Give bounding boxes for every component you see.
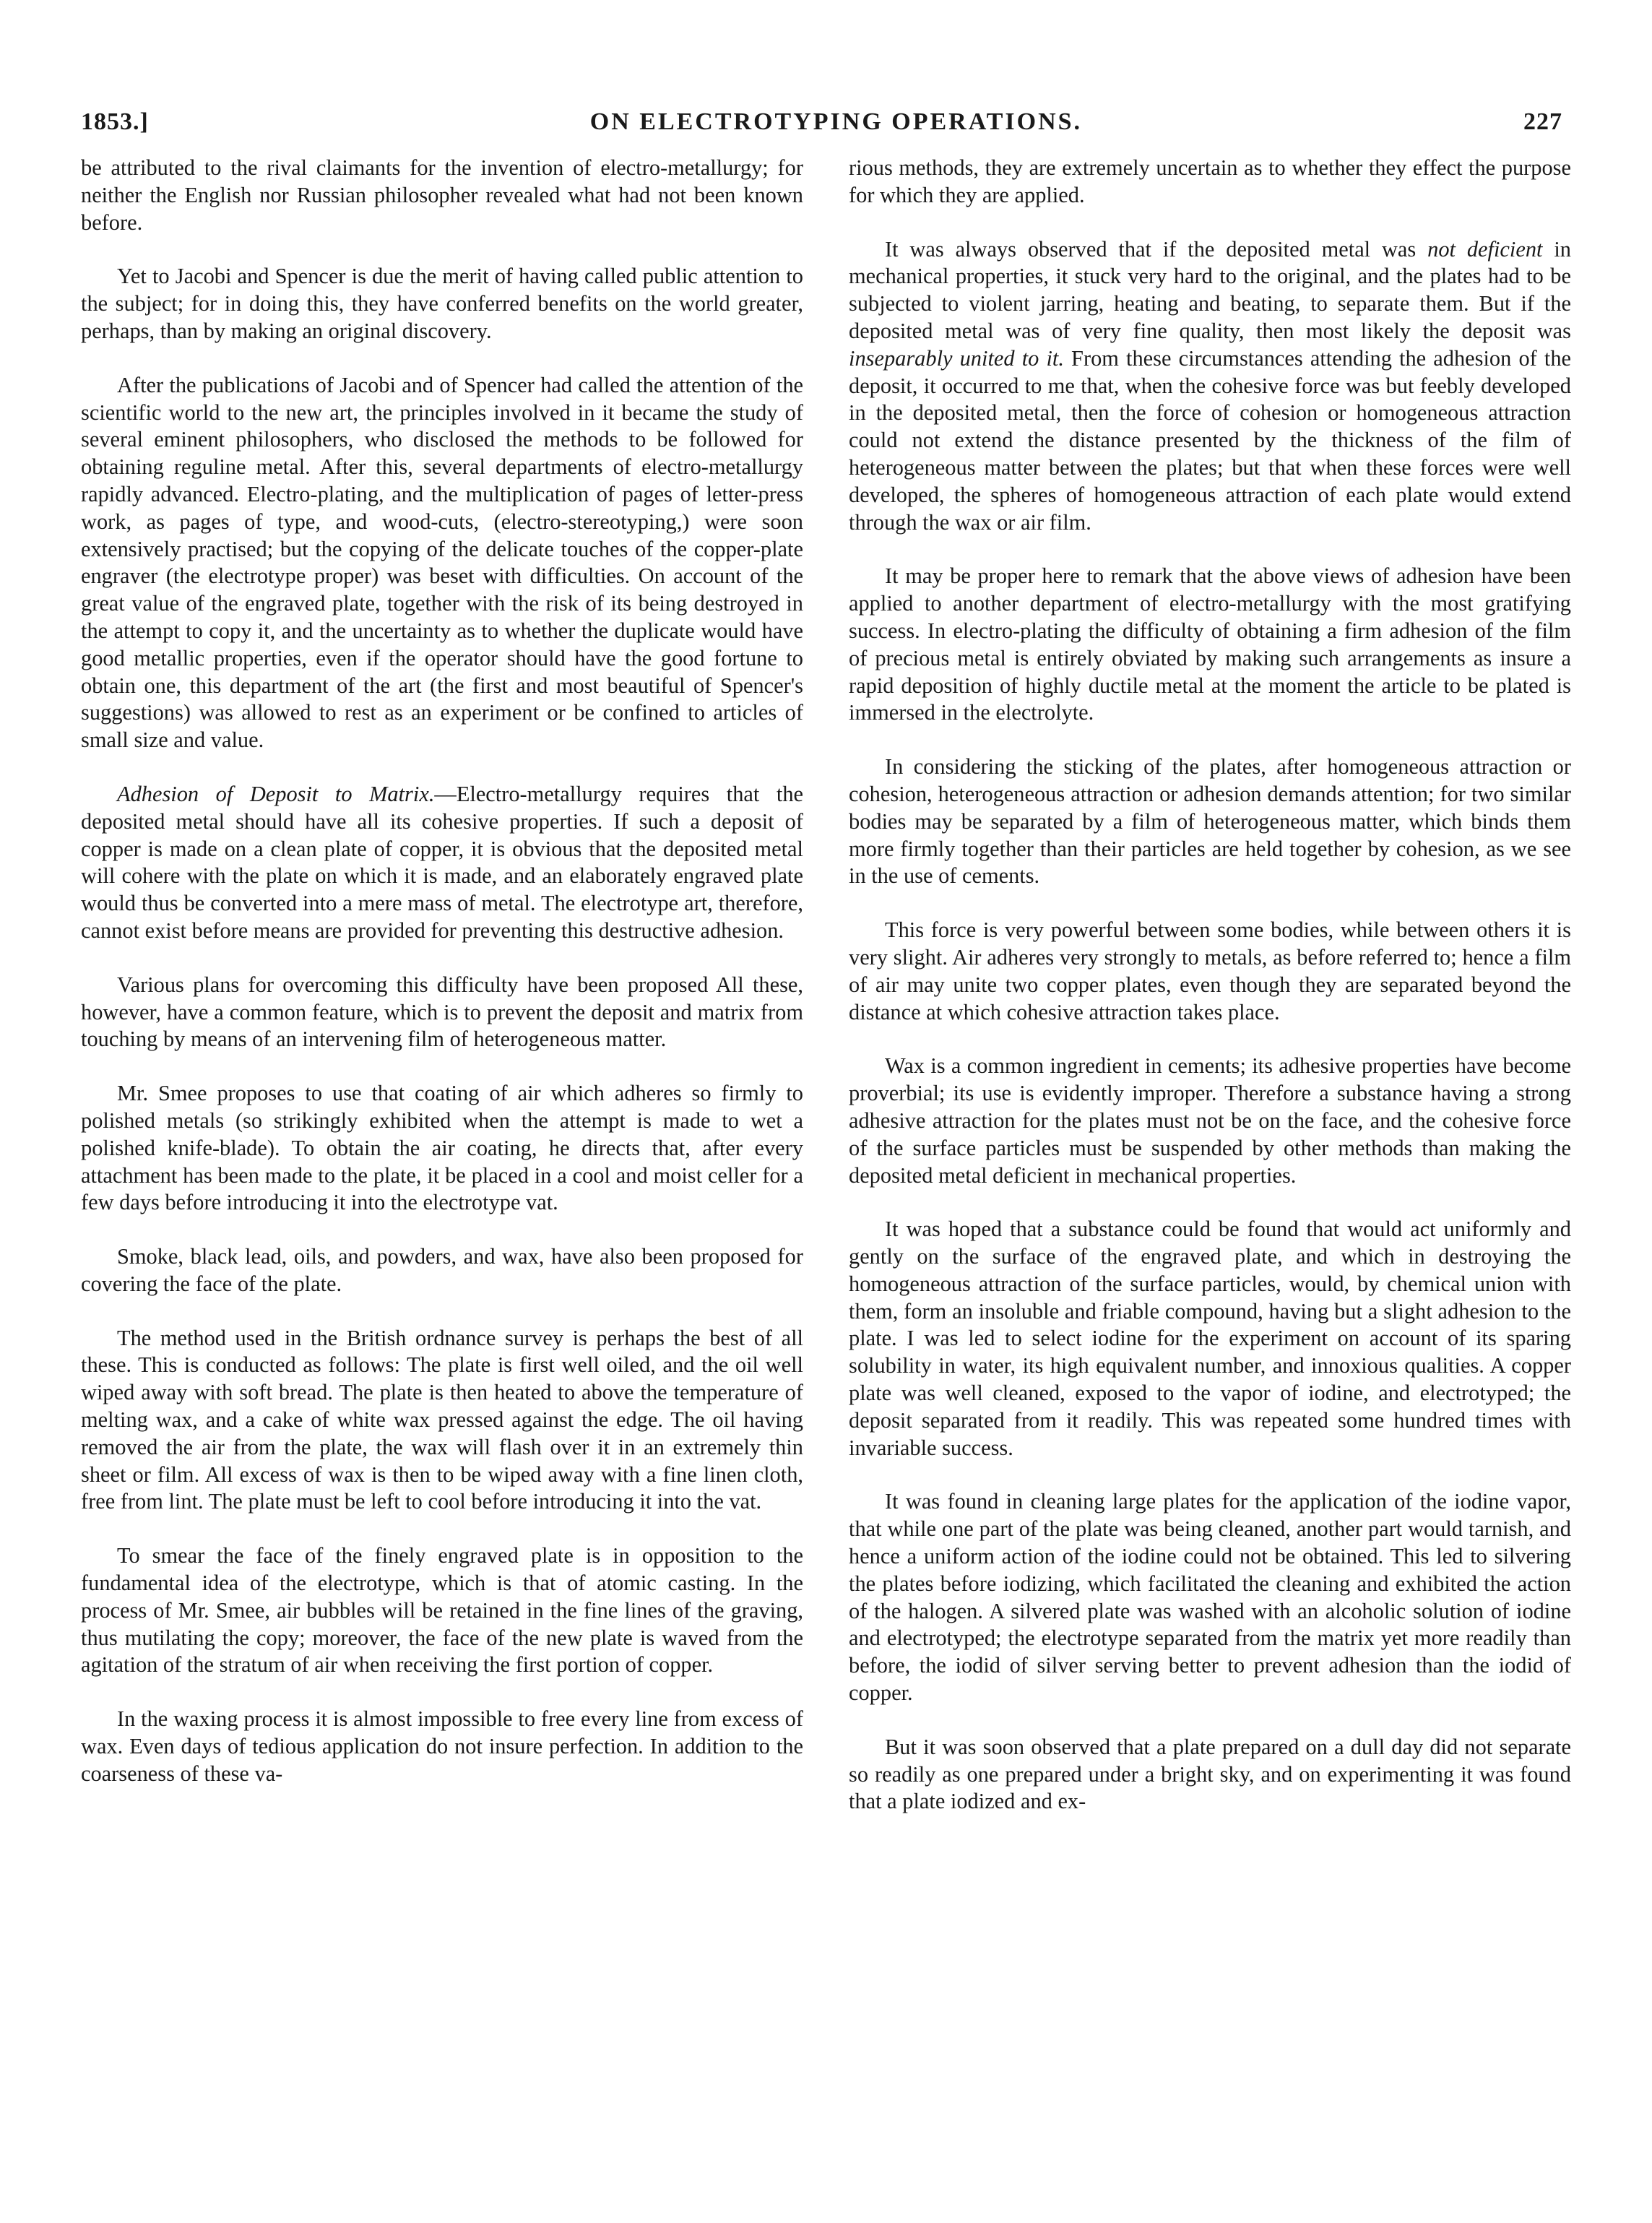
paragraph: Wax is a common ingredient in cements; its adhesive properties have become proverbial; its use is evidently improper. Therefore a substance having a strong adhesive attraction for the plates must not be on the face, and the cohesive force of the surface particles must be suspended by other methods than making the deposited metal deficient in mechanical properties.	[849, 1053, 1571, 1188]
paragraph: It was hoped that a substance could be found that would act uniformly and gently on the surface of the engraved plate, and which in destroying the homogeneous attraction of the surface particles, would, by chemical union with them, form an insoluble and friable compound, having but a slight adhesion to the plate. I was led to select iodine for the experiment on account of its sparing solubility in water, its high equivalent number, and innoxious qualities. A copper plate was well cleaned, exposed to the vapor of iodine, and electrotyped; the deposit separated from it readily. This was repeated some hundred times with invariable success.	[849, 1217, 1571, 1460]
paragraph: The method used in the British ordnance survey is perhaps the best of all these. This is conducted as follows: The plate is first well oiled, and the oil well wiped away with soft bread. The plate is then heated to above the temperature of melting wax, and a cake of white wax pressed against the edge. The oil having removed the air from the plate, the wax will flash over it in an extremely thin sheet or film. All excess of wax is then to be wiped away with a fine linen cloth, free from lint. The plate must be left to cool before introducing it into the vat.	[81, 1325, 803, 1514]
paragraph: In the waxing process it is almost impossible to free every line from excess of wax. Even days of tedious application do not insure perfection. In addition to the coarseness of these va-	[81, 1706, 803, 1786]
section-heading: Adhesion of Deposit to Matrix.	[117, 781, 435, 806]
running-title: ON ELECTROTYPING OPERATIONS.	[589, 108, 1083, 135]
paragraph-text: —Electro-metallurgy requires that the deposited metal should have all its cohesive properties. If such a deposit of copper is made on a clean plate of copper, it is obvious that the deposited metal will cohere with the plate on which it is made, and an elaborately engraved plate would thus be converted into a mere mass of metal. The electrotype art, therefore, cannot exist before means are provided for preventing this destructive adhesion.	[81, 781, 803, 943]
paragraph-text: It was always observed that if the deposited metal was	[885, 236, 1428, 262]
left-column	[81, 155, 803, 1816]
paragraph: This force is very powerful between some bodies, while between others it is very slight. Air adheres very strongly to metals, as before referred to; hence a film of air may unite two copper plates, even though they are separated beyond the distance at which cohesive attraction takes place.	[849, 918, 1571, 1024]
paragraph	[849, 236, 1571, 537]
page-number: 227	[1523, 108, 1562, 135]
paragraph: rious methods, they are extremely uncertain as to whether they effect the purpose for which they are applied.	[849, 155, 1571, 207]
paragraph: Smoke, black lead, oils, and powders, and wax, have also been proposed for covering the face of the plate.	[81, 1244, 803, 1296]
emphasis: not deficient	[1427, 236, 1543, 262]
emphasis: inseparably united to it.	[849, 345, 1064, 371]
paragraph: But it was soon observed that a plate prepared on a dull day did not separate so readily as one prepared under a bright sky, and on experimenting it was found that a plate iodized and ex-	[849, 1734, 1571, 1814]
paragraph: In considering the sticking of the plates, after homogeneous attraction or cohesion, heterogeneous attraction or adhesion demands attention; for two similar bodies may be separated by a film of heterogeneous matter, which binds them more firmly together than their particles are held together by cohesion, as we see in the use of cements.	[849, 754, 1571, 889]
paragraph	[81, 781, 803, 945]
paragraph: After the publications of Jacobi and of Spencer had called the attention of the scientific world to the new art, the principles involved in it became the study of several eminent philosophers, who disclosed the methods to be followed for obtaining reguline metal. After this, several departments of electro-metallurgy rapidly advanced. Electro-plating, and the multiplication of pages of letter-press work, as pages of type, and wood-cuts, (electro-stereotyping,) were soon extensively practised; but the copying of the delicate touches of the copper-plate engraver (the electrotype proper) was beset with difficulties. On account of the great value of the engraved plate, together with the risk of its being destroyed in the attempt to copy it, and the uncertainty as to whether the duplicate would have good metallic properties, even if the operator should have the good fortune to obtain one, this department of the art (the first and most beautiful of Spencer's suggestions) was allowed to rest as an experiment or be confined to articles of small size and value.	[81, 372, 803, 753]
paragraph-text: in mechanical properties, it stuck very hard to the original, and the plates had to be subjected to violent jarring, heating and beating, to separate them. But if the deposited metal was of very fine quality, then most likely the deposit was	[849, 236, 1571, 343]
text-columns	[81, 155, 1571, 1816]
paragraph: Mr. Smee proposes to use that coating of air which adheres so firmly to polished metals (so strikingly exhibited when the attempt is made to wet a polished knife-blade). To obtain the air coating, he directs that, after every attachment has been made to the plate, it be placed in a cool and moist celler for a few days before introducing it into the electrotype vat.	[81, 1081, 803, 1215]
paragraph: To smear the face of the finely engraved plate is in opposition to the fundamental idea of the electrotype, which is that of atomic casting. In the process of Mr. Smee, air bubbles will be retained in the fine lines of the graving, thus mutilating the copy; moreover, the face of the new plate is waved from the agitation of the stratum of air when receiving the first portion of copper.	[81, 1543, 803, 1678]
running-head	[81, 108, 1571, 140]
paragraph: be attributed to the rival claimants for the invention of electro-metallurgy; for neither the English nor Russian philosopher revealed what had not been known before.	[81, 155, 803, 235]
paragraph: It was found in cleaning large plates for the application of the iodine vapor, that while one part of the plate was being cleaned, another part would tarnish, and hence a uniform action of the iodine could not be obtained. This led to silvering the plates before iodizing, which facilitated the cleaning and exhibited the action of the halogen. A silvered plate was washed with an alcoholic solution of iodine and electrotyped; the electrotype separated from the matrix yet more readily than before, the iodid of silver serving better to prevent adhesion than the iodid of copper.	[849, 1489, 1571, 1706]
paragraph-text: From these circumstances attending the adhesion of the deposit, it occurred to me that, when the cohesive force was but feebly developed in the deposited metal, then the force of cohesion or homogeneous attraction could not extend the distance presented by the thickness of the film of heterogeneous matter between the plates; but that when these forces were well developed, the spheres of homogeneous attraction of each plate would extend through the wax or air film.	[849, 345, 1572, 535]
year-label: 1853.]	[81, 108, 149, 135]
paragraph: Various plans for overcoming this difficulty have been proposed All these, however, have a common feature, which is to prevent the deposit and matrix from touching by means of an intervening film of heterogeneous matter.	[81, 972, 803, 1052]
paragraph: It may be proper here to remark that the above views of adhesion have been applied to another department of electro-metallurgy with the most gratifying success. In electro-plating the difficulty of obtaining a firm adhesion of the film of precious metal is entirely obviated by making such arrangements as insure a rapid deposition of highly ductile metal at the moment the article to be plated is immersed in the electrolyte.	[849, 564, 1571, 725]
paragraph: Yet to Jacobi and Spencer is due the merit of having called public attention to the subject; for in doing this, they have conferred benefits on the world greater, perhaps, than by making an original discovery.	[81, 264, 803, 343]
right-column	[849, 155, 1571, 1816]
